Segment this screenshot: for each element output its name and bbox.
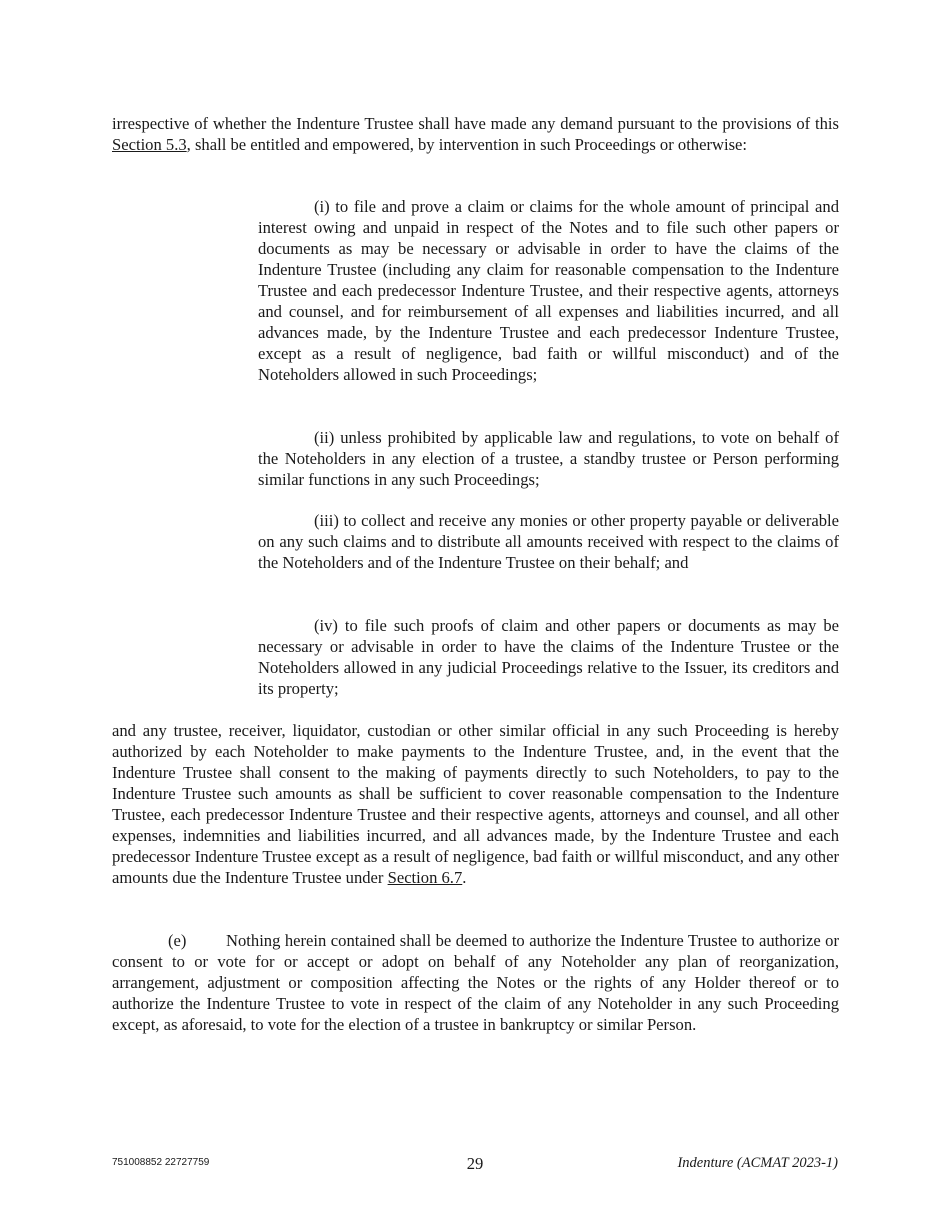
section-reference-link[interactable]: Section 5.3 xyxy=(112,135,187,154)
section-e-label: (e) xyxy=(168,931,187,950)
footer-doc-id: 751008852 22727759 xyxy=(112,1157,210,1168)
intro-text-end: , shall be entitled and empowered, by intervention in such Proceedings or otherwise: xyxy=(186,135,748,154)
section-reference-link[interactable]: Section 6.7 xyxy=(387,868,463,887)
footer-doc-title: Indenture (ACMAT 2023-1) xyxy=(677,1155,838,1171)
clause-i: (i) to file and prove a claim or claims for the whole amount of principal and interest owing and unpaid in respect of the Notes and to file such other papers or documents as may be necessary or advisable in order to have the claims of the Indenture Trustee (including any claim for reasonable compensation to the Indenture Trustee and each predecessor Indenture Trustee, and their respective agents, attorneys and counsel, and for reimbursement of all expenses and liabilities incurred, and all advances made, by the Indenture Trustee and each predecessor Indenture Trustee, except as a result of negligence, bad faith or willful misconduct) and of the Noteholders allowed in such Proceedings; xyxy=(258,197,839,384)
section-e-paragraph xyxy=(112,930,839,1035)
continuation-text-end: . xyxy=(462,868,467,887)
continuation-paragraph xyxy=(112,720,839,888)
clause-iv: (iv) to file such proofs of claim and other papers or documents as may be necessary or advisable in order to have the claims of the Indenture Trustee or the Noteholders allowed in any judicial Proceedings relative to the Issuer, its creditors and its property; xyxy=(258,616,839,698)
clause-iii: (iii) to collect and receive any monies or other property payable or deliverable on any such claims and to distribute all amounts received with respect to the claims of the Noteholders and of the Indenture Trustee on their behalf; and xyxy=(258,511,839,572)
section-e-text: Nothing herein contained shall be deemed to authorize the Indenture Trustee to authorize or consent to or vote for or accept or adopt on behalf of any Noteholder any plan of reorganization, arrangement, adjustment or composition affecting the Notes or the rights of any Holder thereof or to authorize the Indenture Trustee to vote in respect of the claim of any Noteholder in any such Proceeding except, as aforesaid, to vote for the election of a trustee in bankruptcy or similar Person. xyxy=(112,931,839,1034)
continuation-text: and any trustee, receiver, liquidator, custodian or other similar official in any such Proceeding is hereby authorized by each Noteholder to make payments to the Indenture Trustee, and, in the event that the Indenture Trustee shall consent to the making of payments directly to such Noteholders, to pay to the Indenture Trustee such amounts as shall be sufficient to cover reasonable compensation to the Indenture Trustee, each predecessor Indenture Trustee and their respective agents, attorneys and counsel, and all other expenses, indemnities and liabilities incurred, and all advances made, by the Indenture Trustee and each predecessor Indenture Trustee except as a result of negligence, bad faith or willful misconduct, and any other amounts due the Indenture Trustee under xyxy=(112,721,839,887)
footer-page-number: 29 xyxy=(466,1154,484,1173)
intro-paragraph xyxy=(112,113,839,155)
clause-ii: (ii) unless prohibited by applicable law and regulations, to vote on behalf of the Noteholders in any election of a trustee, a standby trustee or Person performing similar functions in any such Proceedings; xyxy=(258,428,839,489)
intro-text: irrespective of whether the Indenture Trustee shall have made any demand pursuant to the provisions of this xyxy=(112,114,839,133)
